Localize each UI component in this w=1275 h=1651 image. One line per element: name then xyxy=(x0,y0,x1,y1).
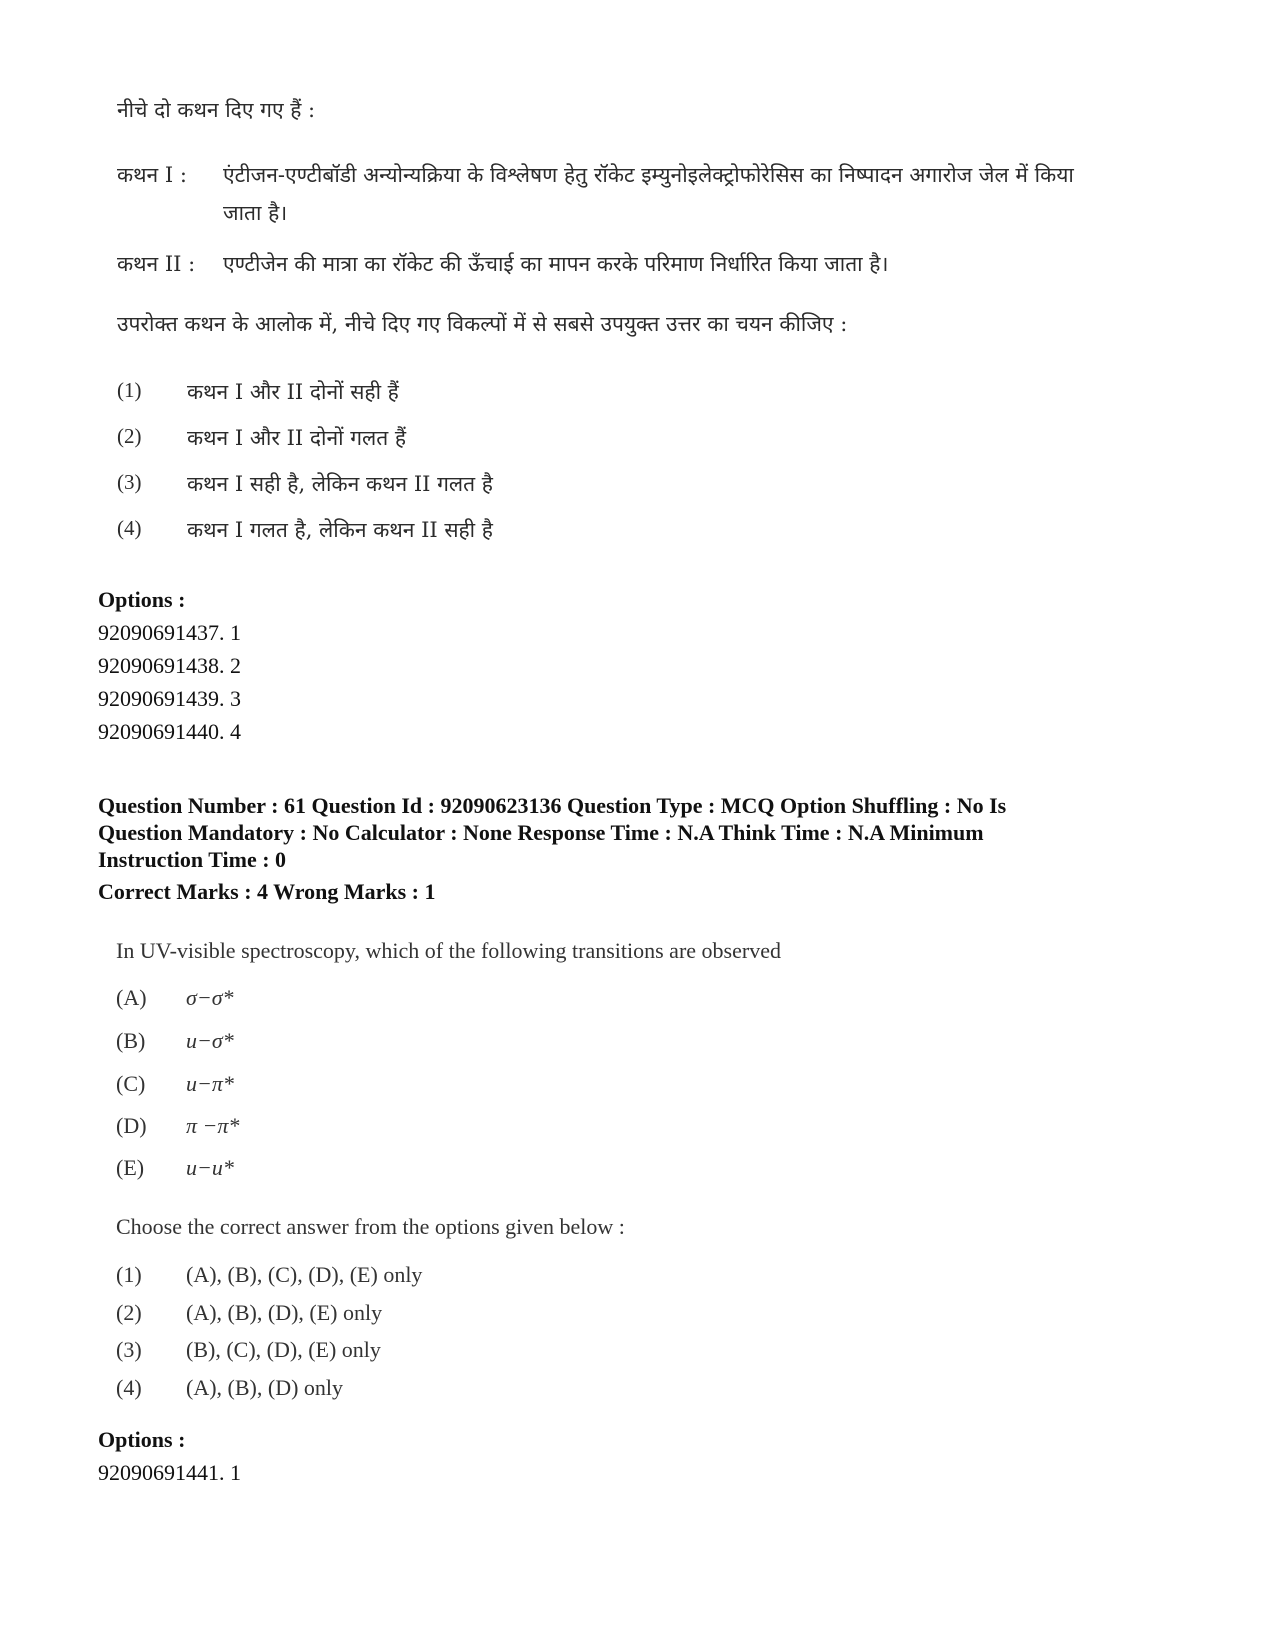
choice-text: (A), (B), (D) only xyxy=(186,1375,344,1400)
item-label: (B) xyxy=(116,1028,146,1053)
item-text: u−π* xyxy=(186,1071,234,1096)
statement-2-label: कथन II : xyxy=(117,252,196,276)
hindi-question-heading: नीचे दो कथन दिए गए हैं : xyxy=(117,98,316,122)
question-meta-line: Instruction Time : 0 xyxy=(98,847,287,872)
option-id-line: 92090691439. 3 xyxy=(98,686,241,711)
statement-1 xyxy=(117,156,1117,236)
hindi-choice xyxy=(117,424,1117,454)
english-instruction: Choose the correct answer from the options given below : xyxy=(116,1214,625,1239)
statement-1-label: कथन I : xyxy=(117,163,187,187)
english-choice xyxy=(116,1300,616,1328)
options-title: Options : xyxy=(98,1427,186,1452)
choice-number: (1) xyxy=(116,1262,142,1287)
hindi-choice xyxy=(117,516,1117,546)
transition-item xyxy=(116,1071,516,1099)
choice-text: कथन I गलत है, लेकिन कथन II सही है xyxy=(187,518,493,542)
question-marks: Correct Marks : 4 Wrong Marks : 1 xyxy=(98,879,436,904)
transition-item xyxy=(116,985,516,1013)
option-id-line: 92090691440. 4 xyxy=(98,719,241,744)
item-label: (D) xyxy=(116,1113,147,1138)
choice-text: कथन I और II दोनों गलत हैं xyxy=(187,426,407,450)
choice-number: (4) xyxy=(116,1375,142,1400)
item-label: (E) xyxy=(116,1155,145,1180)
option-id-line: 92090691437. 1 xyxy=(98,620,241,645)
item-text: σ−σ* xyxy=(186,985,234,1010)
choice-text: कथन I सही है, लेकिन कथन II गलत है xyxy=(187,472,493,496)
choice-text: (A), (B), (D), (E) only xyxy=(186,1300,383,1325)
hindi-instruction: उपरोक्त कथन के आलोक में, नीचे दिए गए विकल्पों में से सबसे उपयुक्त उत्तर का चयन कीजिए : xyxy=(117,312,848,336)
choice-number: (2) xyxy=(117,424,142,448)
english-choice xyxy=(116,1375,616,1403)
statement-2 xyxy=(117,245,1117,285)
english-choice xyxy=(116,1262,616,1290)
option-id-line: 92090691438. 2 xyxy=(98,653,241,678)
transition-item xyxy=(116,1155,516,1183)
item-text: π −π* xyxy=(186,1113,240,1138)
choice-number: (1) xyxy=(117,378,142,402)
english-choice xyxy=(116,1337,616,1365)
hindi-choice xyxy=(117,378,1117,408)
statement-2-text: एण्टीजेन की मात्रा का रॉकेट की ऊँचाई का मापन करके परिमाण निर्धारित किया जाता है। xyxy=(223,252,889,276)
options-title: Options : xyxy=(98,587,186,612)
item-label: (A) xyxy=(116,985,147,1010)
choice-number: (3) xyxy=(116,1337,142,1362)
transition-item xyxy=(116,1113,516,1141)
item-text: u−σ* xyxy=(186,1028,234,1053)
question-meta-line: Question Number : 61 Question Id : 92090623136 Question Type : MCQ Option Shuffling : No Is xyxy=(98,793,1007,818)
english-question-stem: In UV-visible spectroscopy, which of the following transitions are observed xyxy=(116,938,781,963)
statement-1-text: एंटीजन-एण्टीबॉडी अन्योन्यक्रिया के विश्लेषण हेतु रॉकेट इम्युनोइलेक्ट्रोफोरेसिस का निष्पादन अगारोज जेल में किया जाता है। xyxy=(223,163,1074,225)
transition-item xyxy=(116,1028,516,1056)
hindi-choice xyxy=(117,470,1117,500)
option-id-line: 92090691441. 1 xyxy=(98,1460,241,1485)
item-label: (C) xyxy=(116,1071,146,1096)
choice-number: (3) xyxy=(117,470,142,494)
choice-number: (4) xyxy=(117,516,142,540)
item-text: u−u* xyxy=(186,1155,234,1180)
question-meta-line: Question Mandatory : No Calculator : None Response Time : N.A Think Time : N.A Minimum xyxy=(98,820,984,845)
question-meta xyxy=(98,792,1198,873)
choice-text: (B), (C), (D), (E) only xyxy=(186,1337,381,1362)
choice-number: (2) xyxy=(116,1300,142,1325)
choice-text: कथन I और II दोनों सही हैं xyxy=(187,380,399,404)
choice-text: (A), (B), (C), (D), (E) only xyxy=(186,1262,423,1287)
